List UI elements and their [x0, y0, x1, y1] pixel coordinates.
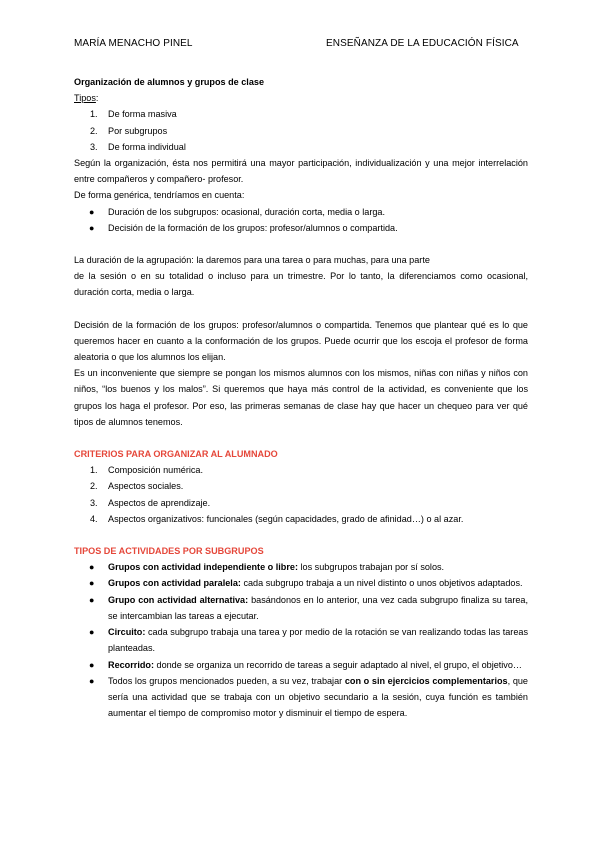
list-item: 1. Composición numérica. — [90, 465, 204, 476]
bullet-icon: ● — [89, 578, 95, 589]
bullet-icon: ● — [89, 562, 95, 573]
tipos-heading: Tipos: — [74, 93, 99, 104]
list-item: 1. De forma masiva — [90, 109, 177, 120]
paragraph: Es un inconveniente que siempre se pongan los mismos alumnos con los mismos, niñas con niñas y niños con niños, “los buenos y los malos”. Si queremos que haya más control de la actividad, es conveniente que los grupos los haga el profesor. Por eso, las primeras semanas de clase hay que hacer un chequeo para ver qué tipos de alumnos tenemos. — [74, 368, 528, 427]
activities-list — [74, 559, 528, 721]
section-title: TIPOS DE ACTIVIDADES POR SUBGRUPOS — [74, 546, 264, 557]
header-subject: ENSEÑANZA DE LA EDUCACIÓN FÍSICA — [326, 38, 519, 49]
list-item: 2. Aspectos sociales. — [90, 481, 184, 492]
criteria-bullets — [74, 204, 528, 236]
list-item: ● Grupos con actividad independiente o libre: los subgrupos trabajan por sí solos. — [74, 559, 528, 575]
header-author: MARÍA MENACHO PINEL — [74, 38, 193, 49]
list-item: ● Duración de los subgrupos: ocasional, duración corta, media o larga. — [74, 204, 528, 220]
section-title: Organización de alumnos y grupos de clase — [74, 77, 265, 87]
tipos-list — [74, 106, 528, 155]
paragraph: La duración de la agrupación: la daremos para una tarea o para muchas, para una parte — [74, 255, 430, 266]
list-item: ● Grupos con actividad paralela: cada subgrupo trabaja a un nivel distinto o unos objetivos adaptados. — [74, 575, 528, 591]
bullet-icon: ● — [89, 627, 95, 638]
paragraph: Según la organización, ésta nos permitirá una mayor participación, individualización y una mejor interrelación entre compañeros y compañero- profesor. — [74, 158, 528, 185]
list-item: ● Recorrido: donde se organiza un recorrido de tareas a seguir adaptado al nivel, el grupo, el objetivo… — [74, 657, 528, 673]
document-body — [74, 74, 528, 721]
list-item: 2. Por subgrupos — [90, 125, 168, 136]
list-item: 3. De forma individual — [90, 141, 186, 152]
bullet-icon: ● — [89, 222, 95, 233]
paragraph: Decisión de la formación de los grupos: profesor/alumnos o compartida. Tenemos que plantear qué es lo que queremos hacer en cuanto a la conformación de los grupos. Puede ocurrir que los escoja el profesor de forma aleatoria o que los alumnos los elijan. — [74, 319, 528, 363]
bullet-icon: ● — [89, 675, 95, 686]
bullet-icon: ● — [89, 659, 95, 670]
bullet-icon: ● — [89, 206, 95, 217]
list-item: 3. Aspectos de aprendizaje. — [90, 497, 211, 508]
criteria-list — [74, 462, 528, 527]
section-title: CRITERIOS PARA ORGANIZAR AL ALUMNADO — [74, 449, 278, 460]
list-item: ● Grupo con actividad alternativa: basándonos en lo anterior, una vez cada subgrupo finaliza su tarea, se intercambian las tareas a ejecutar. — [74, 592, 528, 624]
list-item: 4. Aspectos organizativos: funcionales (según capacidades, grado de afinidad…) o al azar. — [90, 513, 464, 524]
paragraph: de la sesión o en su totalidad o incluso para un trimestre. Por lo tanto, la diferenciamos como ocasional, duración corta, media o larga. — [74, 271, 528, 298]
bullet-icon: ● — [89, 594, 95, 605]
list-item: ● Todos los grupos mencionados pueden, a su vez, trabajar con o sin ejercicios complementarios, que sería una actividad que se trabaja con un objetivo secundario a la sesión, cuya función es también aumentar el tiempo de compromiso motor y disminuir el tiempo de espera. — [74, 673, 528, 722]
paragraph: De forma genérica, tendríamos en cuenta: — [74, 190, 245, 201]
list-item: ● Decisión de la formación de los grupos: profesor/alumnos o compartida. — [74, 220, 528, 236]
list-item: ● Circuito: cada subgrupo trabaja una tarea y por medio de la rotación se van realizando todas las tareas planteadas. — [74, 624, 528, 656]
